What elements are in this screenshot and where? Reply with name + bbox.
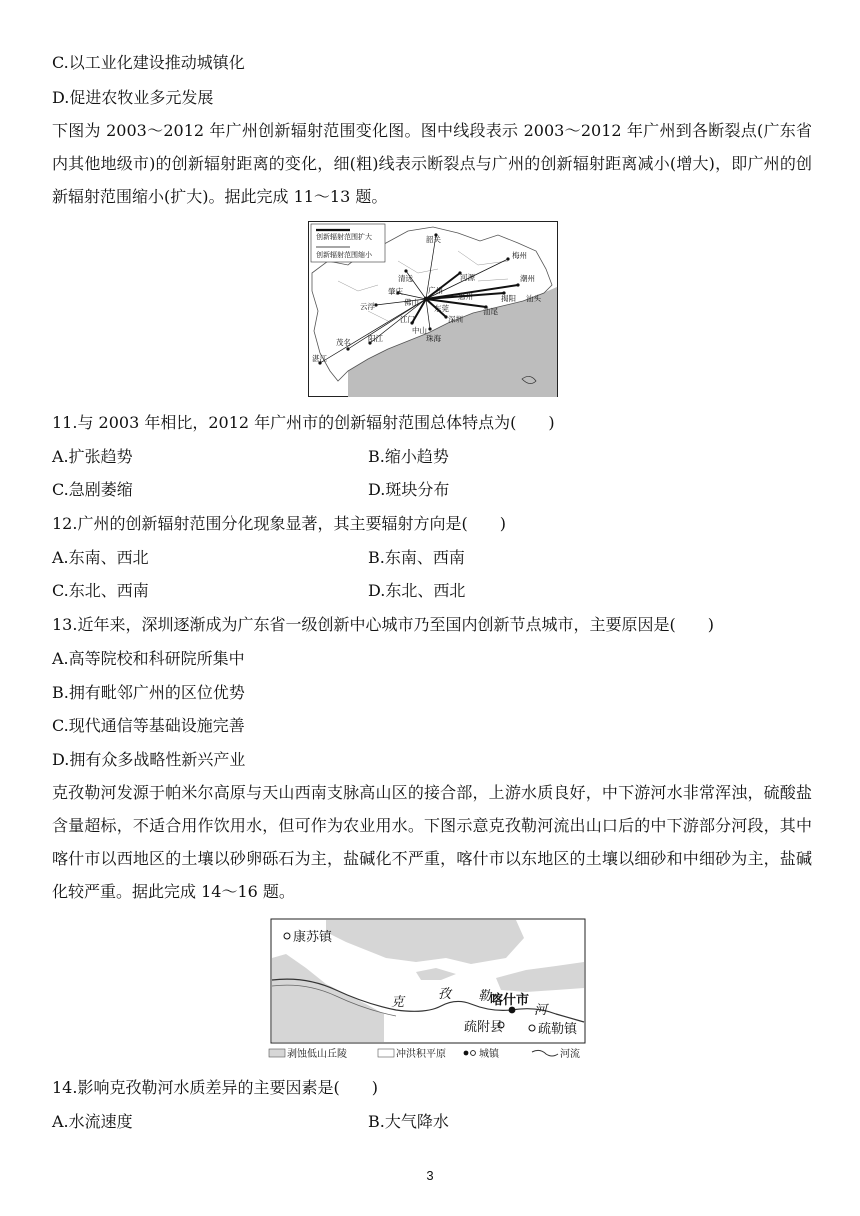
- intro-paragraph-1: 下图为 2003～2012 年广州创新辐射范围变化图。图中线段表示 2003～2012 年广州到各断裂点(广东省内其他地级市)的创新辐射距离的变化，细(粗)线表示断裂点与广州的创新辐射距离减小(增大)，即广州的创新辐射范围缩小(扩大)。据此完成 11～13 题。: [52, 121, 812, 206]
- city-zhaoqing: 肇庆: [388, 287, 403, 296]
- city-zhanjiang: 湛江: [312, 354, 327, 363]
- legend-shrink: 创新辐射范围缩小: [316, 251, 372, 259]
- city-zhongshan: 中山: [412, 326, 427, 335]
- q13-stem: 13.近年来，深圳逐渐成为广东省一级创新中心城市乃至国内创新节点城市，主要原因是( ): [52, 615, 714, 634]
- q12-option-c: C.东北、西南: [52, 581, 149, 600]
- legend-expand: 创新辐射范围扩大: [316, 233, 372, 241]
- q13-option-c: C.现代通信等基础设施完善: [52, 716, 245, 735]
- q13-option-d: D.拥有众多战略性新兴产业: [52, 750, 246, 769]
- city-meizhou: 梅州: [512, 251, 527, 260]
- legend-river: 河流: [560, 1049, 580, 1060]
- city-jiangmen: 江门: [400, 315, 415, 324]
- city-shenzhen: 深圳: [448, 315, 463, 324]
- city-chaozhou: 潮州: [520, 274, 535, 283]
- option-c-prev: C.以工业化建设推动城镇化: [52, 53, 245, 72]
- q14-option-a: A.水流速度: [52, 1112, 133, 1131]
- q12-option-b: B.东南、西南: [368, 548, 465, 567]
- kezile-river-map: [266, 918, 590, 1070]
- q11-option-b: B.缩小趋势: [368, 447, 449, 466]
- legend-town: 城镇: [479, 1049, 499, 1060]
- city-shaoguan: 韶关: [426, 235, 441, 244]
- town-shule: 疏勒镇: [538, 1022, 578, 1037]
- option-d-prev: D.促进农牧业多元发展: [52, 88, 214, 107]
- city-qingyuan: 清远: [398, 274, 413, 283]
- city-dongguan: 东莞: [434, 304, 449, 313]
- page-number: 3: [426, 1168, 434, 1183]
- city-shantou: 汕头: [526, 294, 541, 303]
- town-shufu: 疏附县: [464, 1020, 504, 1035]
- q12-option-a: A.东南、西北: [52, 548, 149, 567]
- city-maoming: 茂名: [336, 338, 351, 347]
- river-char-1: 克: [391, 995, 405, 1010]
- q11-stem: 11.与 2003 年相比，2012 年广州市的创新辐射范围总体特点为( ): [52, 413, 555, 432]
- river-char-4: 河: [534, 1003, 548, 1018]
- city-yangjiang: 阳江: [368, 334, 383, 343]
- river-char-2: 孜: [438, 987, 452, 1002]
- q14-stem: 14.影响克孜勒河水质差异的主要因素是( ): [52, 1078, 378, 1097]
- city-yunfu: 云浮: [360, 302, 375, 311]
- q11-option-d: D.斑块分布: [368, 480, 450, 499]
- city-zhuhai: 珠海: [426, 334, 441, 343]
- q11-option-c: C.急剧萎缩: [52, 480, 133, 499]
- city-foshan: 佛山: [404, 298, 419, 307]
- legend-hills: 剥蚀低山丘陵: [287, 1049, 347, 1060]
- legend-plain: 冲洪积平原: [396, 1049, 446, 1060]
- q13-option-a: A.高等院校和科研院所集中: [52, 649, 245, 668]
- town-kangsu: 康苏镇: [293, 930, 333, 945]
- city-jieyang: 揭阳: [501, 294, 516, 303]
- intro-paragraph-2: 克孜勒河发源于帕米尔高原与天山西南支脉高山区的接合部，上游水质良好，中下游河水非常浑浊，硫酸盐含量超标，不适合用作饮用水，但可作为农业用水。下图示意克孜勒河流出山口后的中下游部分河段，其中喀什市以西地区的土壤以砂卵砾石为主，盐碱化不严重，喀什市以东地区的土壤以细砂和中细砂为主，盐碱化较严重。据此完成 14～16 题。: [52, 783, 812, 901]
- q14-option-b: B.大气降水: [368, 1112, 449, 1131]
- q12-option-d: D.东北、西北: [368, 581, 466, 600]
- city-guangzhou: 广州: [428, 286, 443, 295]
- q13-option-b: B.拥有毗邻广州的区位优势: [52, 683, 245, 702]
- city-heyuan: 河源: [460, 273, 475, 282]
- river-char-3: 勒: [478, 989, 492, 1004]
- city-shanwei: 汕尾: [483, 307, 498, 316]
- q12-stem: 12.广州的创新辐射范围分化现象显著，其主要辐射方向是( ): [52, 514, 506, 533]
- guangdong-radiation-map: [308, 221, 558, 401]
- q11-option-a: A.扩张趋势: [52, 447, 133, 466]
- city-huizhou: 惠州: [458, 292, 473, 301]
- town-kashi: 喀什市: [490, 993, 530, 1008]
